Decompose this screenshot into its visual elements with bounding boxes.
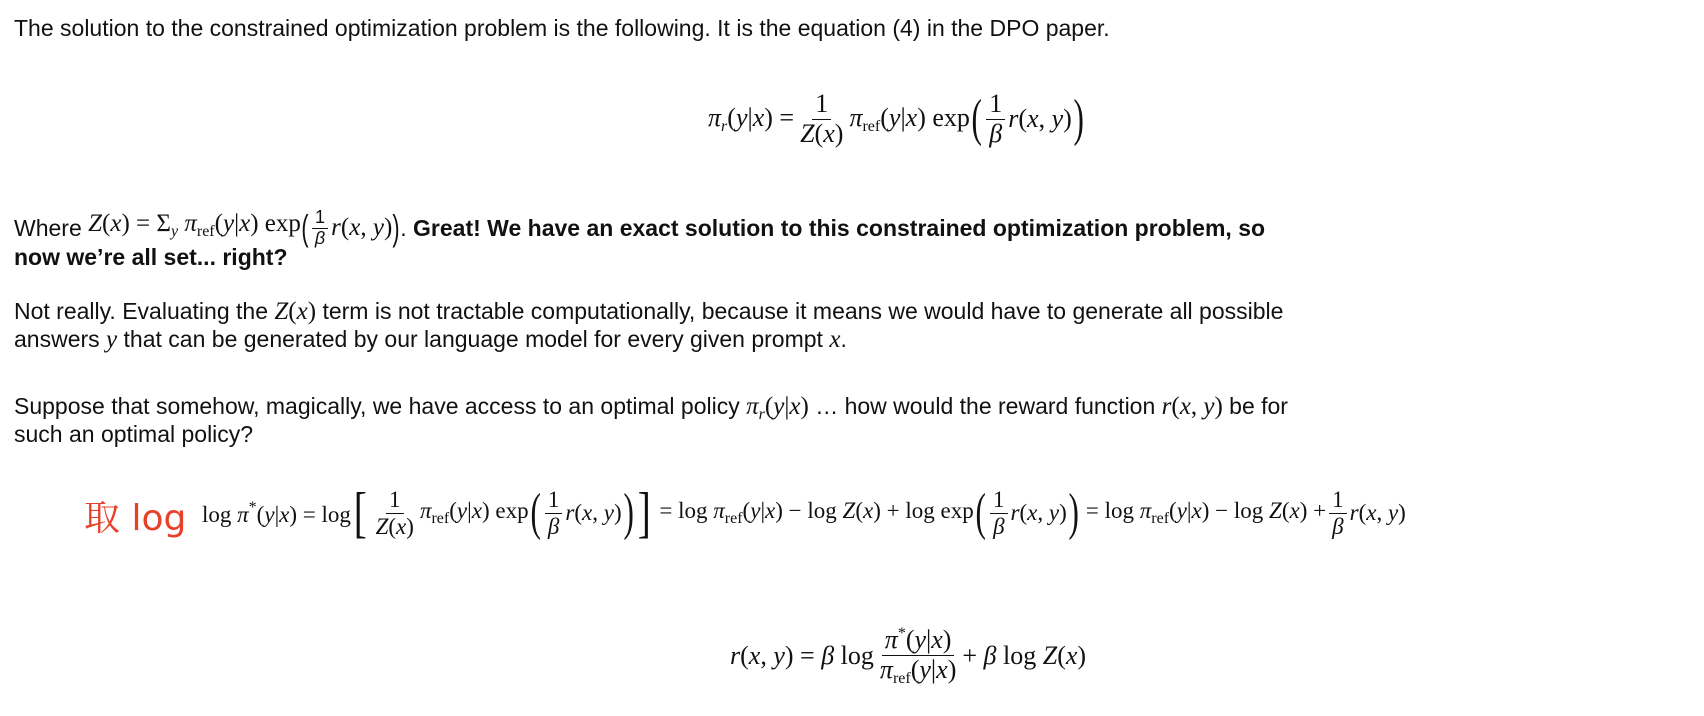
not-really-line-2: answers y that can be generated by our language model for every given prompt x. — [14, 326, 847, 353]
suppose-line-2: such an optimal policy? — [14, 421, 254, 447]
intro-text: The solution to the constrained optimization problem is the following. It is the equation (4) in the DPO paper. — [14, 15, 1110, 41]
take-log-annotation: 取 log — [84, 498, 187, 539]
great-text-continued: now we’re all set... right? — [14, 244, 288, 270]
equation-log-derivation: log π*(y|x) = log [ $\frac{1}{Z(x)}$ $\pi_{ref}(y|x)$ exp ( $\frac{1}{\beta}$ r(x, y) ) ] = $\log \pi_{ref}(y|x) - \log Z(x) + \log \exp$ ( $\frac{1}{\beta}$ r(x, y) ) = $\log \pi_{ref}(y|x) - \log Z(x)$ + $\frac{1}{\beta}$ r(x, y) — [202, 482, 1406, 544]
equation-reward: r(x, y) = β log $\frac{\pi^*(y|x)}{\pi_{ref}(y|x)}$ + β log Z(x) — [730, 625, 1087, 687]
where-line: Where $Z(x) = \Sigma_y$ $\pi_{ref}(y|x)$ exp ( $\frac{1}{\beta}$ r(x, y) ) . Great! We have an exact solution to this constrained optimization problem, so — [14, 207, 1266, 249]
suppose-line-1: Suppose that somehow, magically, we have access to an optimal policy $\pi_r(y|x)$ … how would the reward function r(x, y) be for — [14, 393, 1288, 423]
not-really-line-1: Not really. Evaluating the Z(x) term is not tractable computationally, because it means we would have to generate all possible — [14, 298, 1284, 325]
equation-optimal-policy: $\pi_r(y|x)$ = $\frac{1}{Z(x)}$ $\pi_{ref}(y|x)$ exp ( $\frac{1}{\beta}$ r(x, y) ) — [708, 89, 1084, 148]
